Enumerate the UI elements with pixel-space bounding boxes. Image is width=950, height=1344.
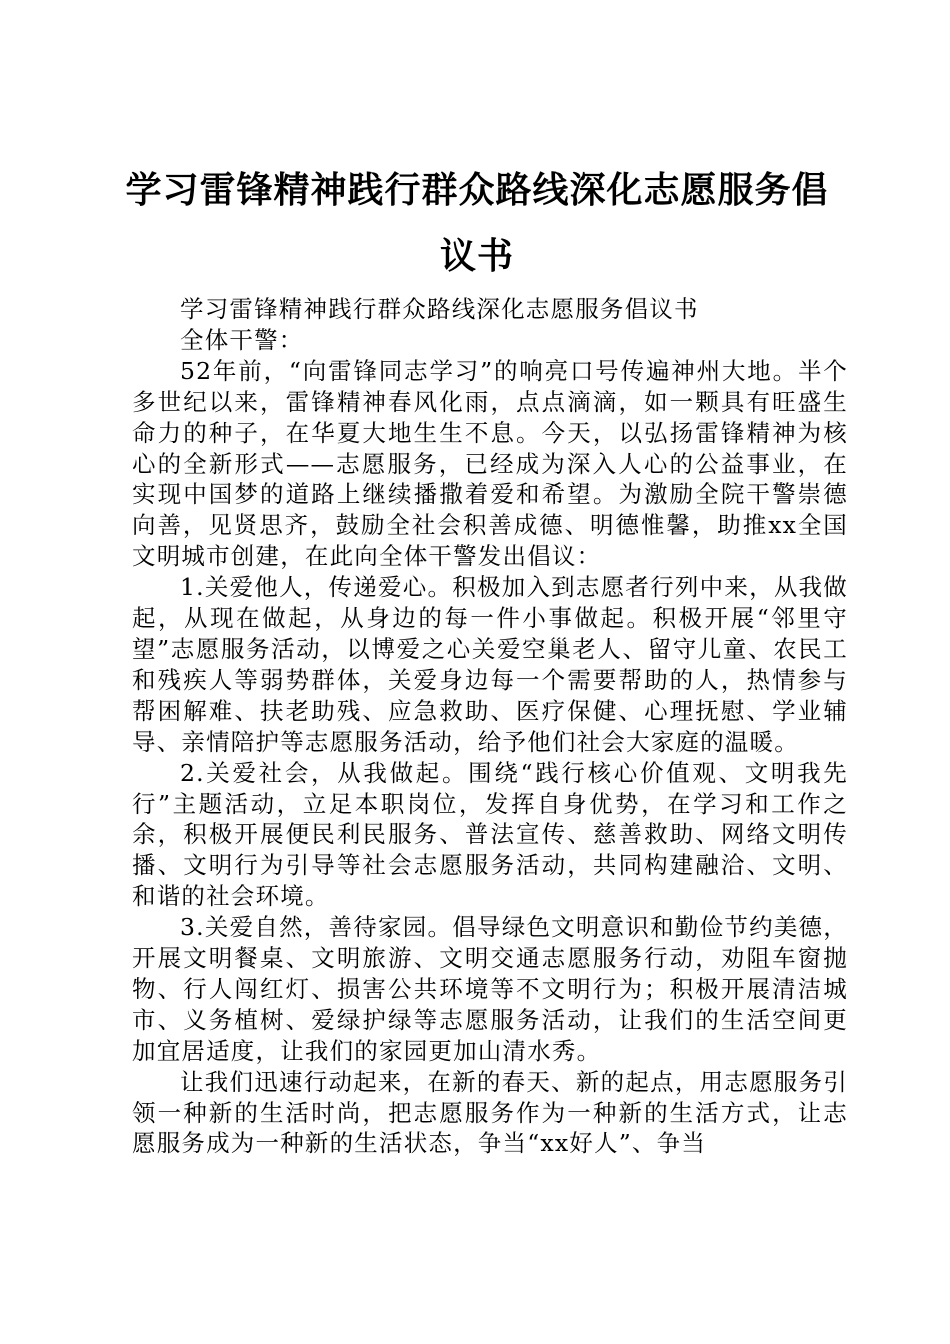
salutation-paragraph: 全体干警：	[180, 325, 304, 354]
subtitle-paragraph: 学习雷锋精神践行群众路线深化志愿服务倡议书	[180, 295, 699, 323]
proposal-paragraph-3: 3.关爱自然，善待家园。倡导绿色文明意识和勤俭节约美德，开展文明餐桌、文明旅游、文明交通志愿服务行动，劝阻车窗抛物、行人闯红灯、损害公共环境等不文明行为；积极开展清洁城市、义务植树、爱绿护绿等志愿服务活动，让我们的生活空间更加宜居适度，让我们的家园更加山清水秀。	[132, 913, 848, 1065]
proposal-paragraph-2: 2.关爱社会，从我做起。围绕“践行核心价值观、文明我先行”主题活动，立足本职岗位，发挥自身优势，在学习和工作之余，积极开展便民利民服务、普法宣传、慈善救助、网络文明传播、文明行为引导等社会志愿服务活动，共同构建融洽、文明、和谐的社会环境。	[132, 758, 848, 911]
closing-paragraph: 让我们迅速行动起来，在新的春天、新的起点，用志愿服务引领一种新的生活时尚，把志愿服务作为一种新的生活方式，让志愿服务成为一种新的生活状态，争当“xx好人”、争当	[132, 1067, 848, 1158]
document-body	[132, 294, 848, 1159]
intro-paragraph: 52年前，“向雷锋同志学习”的响亮口号传遍神州大地。半个多世纪以来，雷锋精神春风化雨，点点滴滴，如一颗具有旺盛生命力的种子，在华夏大地生生不息。今天，以弘扬雷锋精神为核心的全新形式——志愿服务，已经成为深入人心的公益事业，在实现中国梦的道路上继续播撒着爱和希望。为激励全院干警崇德向善，见贤思齐，鼓励全社会积善成德、明德惟馨，助推xx全国文明城市创建，在此向全体干警发出倡议：	[132, 356, 848, 571]
document-title: 学习雷锋精神践行群众路线深化志愿服务倡议书	[125, 170, 829, 277]
proposal-paragraph-1: 1.关爱他人，传递爱心。积极加入到志愿者行列中来，从我做起，从现在做起，从身边的每一件小事做起。积极开展“邻里守望”志愿服务活动，以博爱之心关爱空巢老人、留守儿童、农民工和残疾人等弱势群体，关爱身边每一个需要帮助的人，热情参与帮困解难、扶老助残、应急救助、医疗保健、心理抚慰、学业辅导、亲情陪护等志愿服务活动，给予他们社会大家庭的温暖。	[132, 573, 848, 756]
